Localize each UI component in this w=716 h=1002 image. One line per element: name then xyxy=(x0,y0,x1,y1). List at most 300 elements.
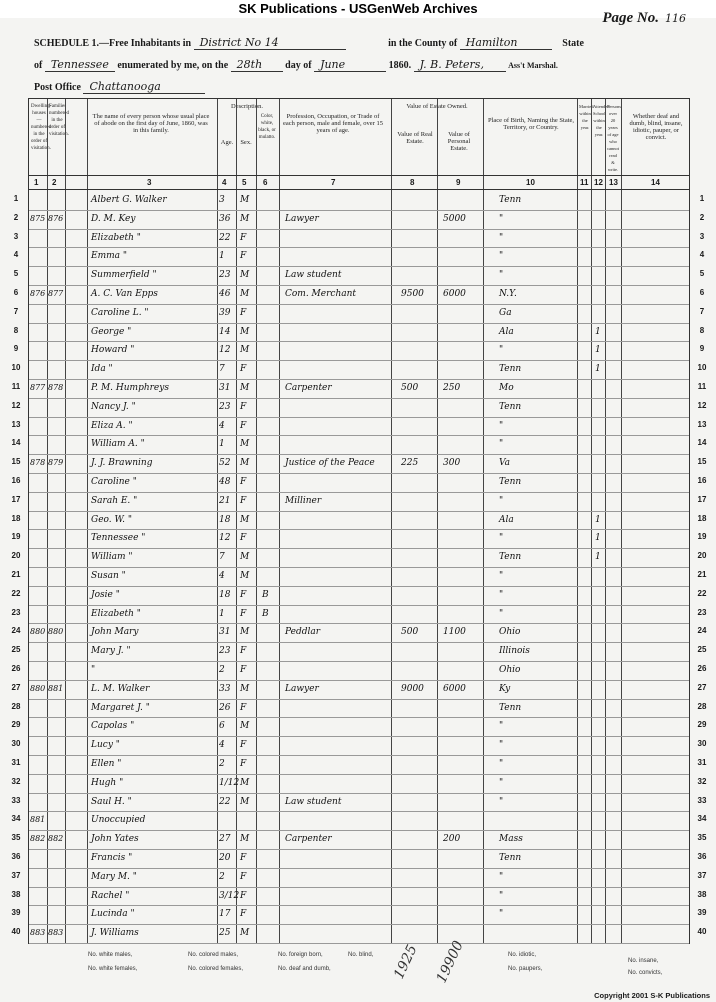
person-age: 31 xyxy=(219,383,231,393)
column-number: 3 xyxy=(147,178,152,187)
person-name: L. M. Walker xyxy=(91,683,150,694)
person-name: Ida " xyxy=(91,364,113,375)
person-name: Lucy " xyxy=(91,740,120,751)
summary-deaf-dumb: No. deaf and dumb, xyxy=(278,966,331,972)
birthplace: Illinois xyxy=(499,646,530,657)
person-sex: M xyxy=(240,928,250,939)
column-divider xyxy=(47,99,48,943)
person-sex: F xyxy=(240,759,247,769)
family-number: 879 xyxy=(48,458,64,468)
dwelling-number: 876 xyxy=(30,289,46,298)
real-estate-value: 500 xyxy=(401,383,419,393)
colnum-divider xyxy=(29,189,689,190)
person-age: 25 xyxy=(219,928,231,939)
person-sex: F xyxy=(240,495,247,506)
person-name: Caroline " xyxy=(91,477,137,487)
row-number: 10 xyxy=(697,363,707,373)
row-number: 11 xyxy=(11,382,21,391)
person-name: William A. " xyxy=(91,439,145,450)
row-number: 40 xyxy=(11,927,21,937)
row-number: 12 xyxy=(11,400,21,410)
column-divider xyxy=(483,99,484,943)
row-number: 16 xyxy=(697,476,707,485)
person-sex: M xyxy=(240,796,250,807)
dwelling-number: 875 xyxy=(30,213,46,223)
row-number: 33 xyxy=(11,795,21,805)
birthplace: Ala xyxy=(499,514,514,525)
row-number: 26 xyxy=(697,664,707,673)
row-number: 38 xyxy=(697,889,707,899)
row-divider xyxy=(29,924,689,925)
person-age: 7 xyxy=(219,552,225,563)
row-number: 8 xyxy=(699,325,705,335)
dwelling-number: 883 xyxy=(30,928,46,938)
person-occupation: Law student xyxy=(285,796,342,807)
row-divider xyxy=(29,586,689,587)
row-number: 18 xyxy=(697,513,707,523)
column-divider xyxy=(279,99,280,943)
real-estate-value: 225 xyxy=(401,458,419,469)
family-number: 881 xyxy=(48,683,64,693)
row-divider xyxy=(29,567,689,568)
row-number: 5 xyxy=(13,269,19,279)
person-age: 23 xyxy=(219,270,231,281)
person-name: Saul H. " xyxy=(91,796,132,807)
summary-blind: No. blind, xyxy=(348,952,374,958)
birthplace: " xyxy=(499,589,504,600)
row-number: 5 xyxy=(699,269,705,279)
year-value: 1860. xyxy=(388,60,412,71)
birthplace: " xyxy=(499,796,504,807)
tally-mark-2: 19900 xyxy=(433,938,467,986)
row-divider xyxy=(29,793,689,794)
column-divider xyxy=(391,99,392,943)
person-color: B xyxy=(262,608,269,619)
birthplace: Ohio xyxy=(499,627,521,638)
birthplace: Ala xyxy=(499,326,514,337)
birthplace: " xyxy=(499,345,504,356)
row-number: 24 xyxy=(697,626,707,636)
row-divider xyxy=(29,717,689,718)
row-number: 23 xyxy=(697,607,707,617)
person-name: Susan " xyxy=(91,571,126,581)
person-sex: F xyxy=(240,251,247,262)
person-age: 3/12 xyxy=(219,890,240,901)
person-name: Capolas " xyxy=(91,721,135,732)
person-name: Caroline L. " xyxy=(91,307,149,318)
row-number: 23 xyxy=(11,607,21,617)
personal-estate-value: 200 xyxy=(443,834,461,845)
row-divider xyxy=(29,454,689,455)
marshal-name: J. B. Peters, xyxy=(414,58,506,72)
row-number: 9 xyxy=(699,344,705,354)
post-office-value: Chattanooga xyxy=(83,80,205,94)
column-divider xyxy=(217,99,218,943)
birthplace: N.Y. xyxy=(499,289,517,299)
summary-white-males: No. white males, xyxy=(88,952,133,958)
person-age: 4 xyxy=(219,420,225,431)
schedule-header-line2 xyxy=(34,58,558,72)
person-age: 1/12 xyxy=(219,777,240,788)
person-age: 6 xyxy=(219,721,225,732)
row-divider xyxy=(29,755,689,756)
birthplace: Va xyxy=(499,458,511,469)
birthplace: Mass xyxy=(499,834,523,845)
person-age: 2 xyxy=(219,665,225,675)
person-name: William " xyxy=(91,552,133,563)
row-number: 9 xyxy=(13,344,19,354)
page-number-value: 116 xyxy=(665,12,686,25)
row-number: 6 xyxy=(699,288,705,297)
attended-school: 1 xyxy=(595,326,601,337)
person-occupation: Carpenter xyxy=(285,834,332,845)
page-number xyxy=(602,10,686,27)
dwelling-number: 880 xyxy=(30,627,46,637)
person-name: Emma " xyxy=(91,251,128,262)
col3-header: The name of every person whose usual place of abode on the first day of June, 1860, was in this family. xyxy=(92,113,210,134)
person-sex: F xyxy=(240,909,247,920)
person-sex: M xyxy=(240,721,250,732)
person-age: 14 xyxy=(219,326,231,337)
person-age: 31 xyxy=(219,627,231,638)
person-occupation: Law student xyxy=(285,270,342,281)
person-name: " xyxy=(91,665,96,675)
family-number: 880 xyxy=(48,627,64,637)
column-divider xyxy=(256,99,257,943)
family-number: 882 xyxy=(48,834,64,844)
col8-header: Value of Real Estate. xyxy=(397,131,433,145)
attended-school: 1 xyxy=(595,552,601,563)
row-divider xyxy=(29,736,689,737)
state-value: Tennessee xyxy=(45,58,115,72)
row-number: 31 xyxy=(697,758,707,767)
row-divider xyxy=(29,830,689,831)
row-number: 29 xyxy=(11,720,21,730)
birthplace: " xyxy=(499,777,504,788)
row-divider xyxy=(29,605,689,606)
row-number: 37 xyxy=(11,870,21,880)
birthplace: " xyxy=(499,213,504,224)
column-divider xyxy=(591,99,592,943)
row-divider xyxy=(29,285,689,286)
row-divider xyxy=(29,623,689,624)
person-name: John Mary xyxy=(91,627,139,638)
person-name: Rachel " xyxy=(91,890,130,901)
attended-school: 1 xyxy=(595,514,601,525)
col10-header: Place of Birth, Naming the State, Territory, or Country. xyxy=(487,117,575,131)
row-number: 39 xyxy=(697,908,707,918)
col4-header: Age. xyxy=(220,139,234,146)
column-number: 14 xyxy=(651,178,660,187)
person-sex: M xyxy=(240,439,250,450)
summary-paupers: No. paupers, xyxy=(508,966,543,972)
row-number: 36 xyxy=(697,852,707,861)
person-age: 33 xyxy=(219,683,231,694)
person-name: Josie " xyxy=(91,589,120,600)
person-name: George " xyxy=(91,326,132,337)
row-divider xyxy=(29,887,689,888)
row-divider xyxy=(29,529,689,530)
row-number: 15 xyxy=(697,457,707,467)
of-label: of xyxy=(34,60,43,71)
column-number: 11 xyxy=(580,178,589,187)
person-sex: F xyxy=(240,853,247,863)
person-age: 21 xyxy=(219,495,231,506)
person-name: Ellen " xyxy=(91,759,122,769)
row-number: 18 xyxy=(11,513,21,523)
row-number: 2 xyxy=(699,212,705,222)
row-number: 37 xyxy=(697,870,707,880)
person-occupation: Justice of the Peace xyxy=(285,458,375,469)
birthplace: Ga xyxy=(499,307,512,318)
person-age: 4 xyxy=(219,571,225,581)
personal-estate-value: 6000 xyxy=(443,683,466,694)
person-sex: F xyxy=(240,740,247,751)
row-number: 26 xyxy=(11,664,21,673)
district-value: District No 14 xyxy=(194,36,346,50)
person-name: Unoccupied xyxy=(91,815,146,826)
row-divider xyxy=(29,323,689,324)
row-number: 3 xyxy=(699,231,705,241)
birthplace: " xyxy=(499,909,504,920)
row-divider xyxy=(29,492,689,493)
summary-idiotic: No. idiotic, xyxy=(508,952,537,958)
state-label: State xyxy=(562,38,584,49)
description-header: Description. xyxy=(231,103,263,110)
row-number: 34 xyxy=(11,814,21,824)
summary-convicts: No. convicts, xyxy=(628,970,663,976)
person-age: 27 xyxy=(219,834,231,845)
person-age: 48 xyxy=(219,477,231,487)
summary-colored-females: No. colored females, xyxy=(188,966,244,972)
summary-insane: No. insane, xyxy=(628,958,659,964)
person-name: Albert G. Walker xyxy=(91,195,167,205)
birthplace: Tenn xyxy=(499,853,522,863)
person-name: Hugh " xyxy=(91,777,124,788)
row-number: 27 xyxy=(697,682,707,692)
person-age: 2 xyxy=(219,871,225,882)
birthplace: " xyxy=(499,608,504,619)
column-divider xyxy=(605,99,606,943)
column-number: 1 xyxy=(34,178,39,187)
person-age: 22 xyxy=(219,232,231,243)
personal-estate-value: 6000 xyxy=(443,289,466,299)
row-number: 12 xyxy=(697,400,707,410)
column-number: 4 xyxy=(222,178,227,187)
person-color: B xyxy=(262,589,269,600)
col2-header: Families numbered in the order of visitation. xyxy=(49,104,69,137)
col7-header: Profession, Occupation, or Trade of each person, male and female, over 15 years of age. xyxy=(283,113,383,134)
row-number: 15 xyxy=(11,457,21,467)
row-divider xyxy=(29,341,689,342)
person-sex: M xyxy=(240,571,250,581)
row-number: 30 xyxy=(11,739,21,749)
column-number: 5 xyxy=(242,178,247,187)
person-age: 52 xyxy=(219,458,231,469)
census-table xyxy=(28,98,690,944)
summary-colored-males: No. colored males, xyxy=(188,952,239,958)
row-number: 17 xyxy=(697,494,707,504)
row-divider xyxy=(29,699,689,700)
person-age: 23 xyxy=(219,401,231,412)
birthplace: Tenn xyxy=(499,477,522,487)
birthplace: " xyxy=(499,270,504,281)
birthplace: " xyxy=(499,533,504,544)
person-age: 2 xyxy=(219,759,225,769)
birthplace: " xyxy=(499,759,504,769)
person-sex: F xyxy=(240,401,247,412)
row-number: 35 xyxy=(11,833,21,843)
row-number: 28 xyxy=(697,701,707,711)
person-sex: M xyxy=(240,777,250,788)
day-value: 28th xyxy=(231,58,283,72)
birthplace: " xyxy=(499,251,504,262)
column-divider xyxy=(236,99,237,943)
row-number: 13 xyxy=(697,419,707,429)
person-occupation: Com. Merchant xyxy=(285,289,357,299)
person-sex: F xyxy=(240,608,247,619)
person-sex: M xyxy=(240,834,250,845)
person-sex: M xyxy=(240,458,250,469)
person-age: 39 xyxy=(219,307,231,318)
column-number: 13 xyxy=(609,178,618,187)
person-sex: F xyxy=(240,477,247,487)
person-sex: F xyxy=(240,702,247,713)
dwelling-number: 882 xyxy=(30,834,46,844)
page-number-label: Page No. xyxy=(602,10,659,26)
person-age: 18 xyxy=(219,514,231,525)
row-number: 30 xyxy=(697,739,707,749)
row-number: 40 xyxy=(697,927,707,937)
tally-mark-1: 1925 xyxy=(391,942,421,982)
row-divider xyxy=(29,511,689,512)
person-age: 36 xyxy=(219,213,231,224)
row-number: 22 xyxy=(11,588,21,598)
row-number: 4 xyxy=(699,250,705,260)
birthplace: Ky xyxy=(499,683,511,694)
person-age: 12 xyxy=(219,345,231,356)
row-divider xyxy=(29,266,689,267)
row-divider xyxy=(29,247,689,248)
person-name: Mary M. " xyxy=(91,871,137,882)
person-name: Eliza A. " xyxy=(91,420,133,431)
birthplace: " xyxy=(499,871,504,882)
row-divider xyxy=(29,849,689,850)
column-number: 10 xyxy=(526,178,535,187)
dwelling-number: 878 xyxy=(30,458,46,468)
column-number: 6 xyxy=(263,178,268,187)
person-age: 46 xyxy=(219,289,231,299)
person-age: 23 xyxy=(219,646,231,657)
person-age: 26 xyxy=(219,702,231,713)
person-sex: F xyxy=(240,890,247,901)
person-sex: F xyxy=(240,871,247,882)
row-divider xyxy=(29,435,689,436)
person-sex: F xyxy=(240,307,247,318)
personal-estate-value: 300 xyxy=(443,458,461,469)
person-name: Lucinda " xyxy=(91,909,135,920)
row-divider xyxy=(29,360,689,361)
person-occupation: Lawyer xyxy=(285,683,319,694)
row-number: 22 xyxy=(697,588,707,598)
county-value: Hamilton xyxy=(460,36,552,50)
column-divider xyxy=(437,99,438,943)
month-value: June xyxy=(314,58,386,72)
person-name: A. C. Van Epps xyxy=(91,289,158,299)
person-name: J. Williams xyxy=(91,928,139,939)
person-sex: M xyxy=(240,627,250,638)
birthplace: Tenn xyxy=(499,401,522,412)
column-divider xyxy=(87,99,88,943)
row-divider xyxy=(29,811,689,812)
family-number: 877 xyxy=(48,289,64,298)
person-age: 1 xyxy=(219,251,225,262)
person-age: 22 xyxy=(219,796,231,807)
row-number: 21 xyxy=(11,570,21,579)
col9-header: Value of Personal Estate. xyxy=(447,131,471,152)
person-name: P. M. Humphreys xyxy=(91,383,169,393)
row-divider xyxy=(29,473,689,474)
header-divider xyxy=(29,175,689,176)
row-number: 33 xyxy=(697,795,707,805)
schedule-header-line3 xyxy=(34,80,205,94)
row-number: 8 xyxy=(13,325,19,335)
col14-header: Whether deaf and dumb, blind, insane, idiotic, pauper, or convict. xyxy=(629,113,683,141)
person-sex: M xyxy=(240,514,250,525)
birthplace: " xyxy=(499,232,504,243)
birthplace: Mo xyxy=(499,383,514,393)
col11-header: Married within the year. xyxy=(579,104,594,130)
birthplace: Tenn xyxy=(499,552,522,563)
person-sex: M xyxy=(240,345,250,356)
person-sex: F xyxy=(240,364,247,375)
schedule-header-line1 xyxy=(34,36,584,50)
row-number: 25 xyxy=(11,645,21,655)
column-number: 8 xyxy=(410,178,415,187)
row-number: 31 xyxy=(11,758,21,767)
col12-header: Attended School within the year. xyxy=(593,104,610,137)
row-number: 3 xyxy=(13,231,19,241)
col6-header: Color, white, black, or mulatto. xyxy=(258,114,276,140)
col1-header: Dwelling-houses—numbered in the order of visitation. xyxy=(31,104,52,151)
row-number: 25 xyxy=(697,645,707,655)
person-sex: M xyxy=(240,270,250,281)
person-age: 3 xyxy=(219,195,225,205)
person-name: Elizabeth " xyxy=(91,232,141,243)
person-name: Elizabeth " xyxy=(91,608,141,619)
person-age: 7 xyxy=(219,364,225,375)
person-name: Sarah E. " xyxy=(91,495,138,506)
row-number: 7 xyxy=(699,306,705,316)
estate-header: Value of Estate Owned. xyxy=(406,103,468,110)
row-number: 20 xyxy=(11,551,21,561)
birthplace: Tenn xyxy=(499,702,522,713)
row-number: 19 xyxy=(11,532,21,542)
row-number: 29 xyxy=(697,720,707,730)
birthplace: " xyxy=(499,571,504,581)
dwelling-number: 881 xyxy=(30,815,46,825)
column-number: 9 xyxy=(456,178,461,187)
family-number: 883 xyxy=(48,928,64,938)
birthplace: " xyxy=(499,495,504,506)
birthplace: " xyxy=(499,439,504,450)
person-sex: F xyxy=(240,232,247,243)
day-label: day of xyxy=(285,60,312,71)
row-divider xyxy=(29,379,689,380)
row-number: 17 xyxy=(11,494,21,504)
column-number: 12 xyxy=(594,178,603,187)
real-estate-value: 9000 xyxy=(401,683,424,694)
